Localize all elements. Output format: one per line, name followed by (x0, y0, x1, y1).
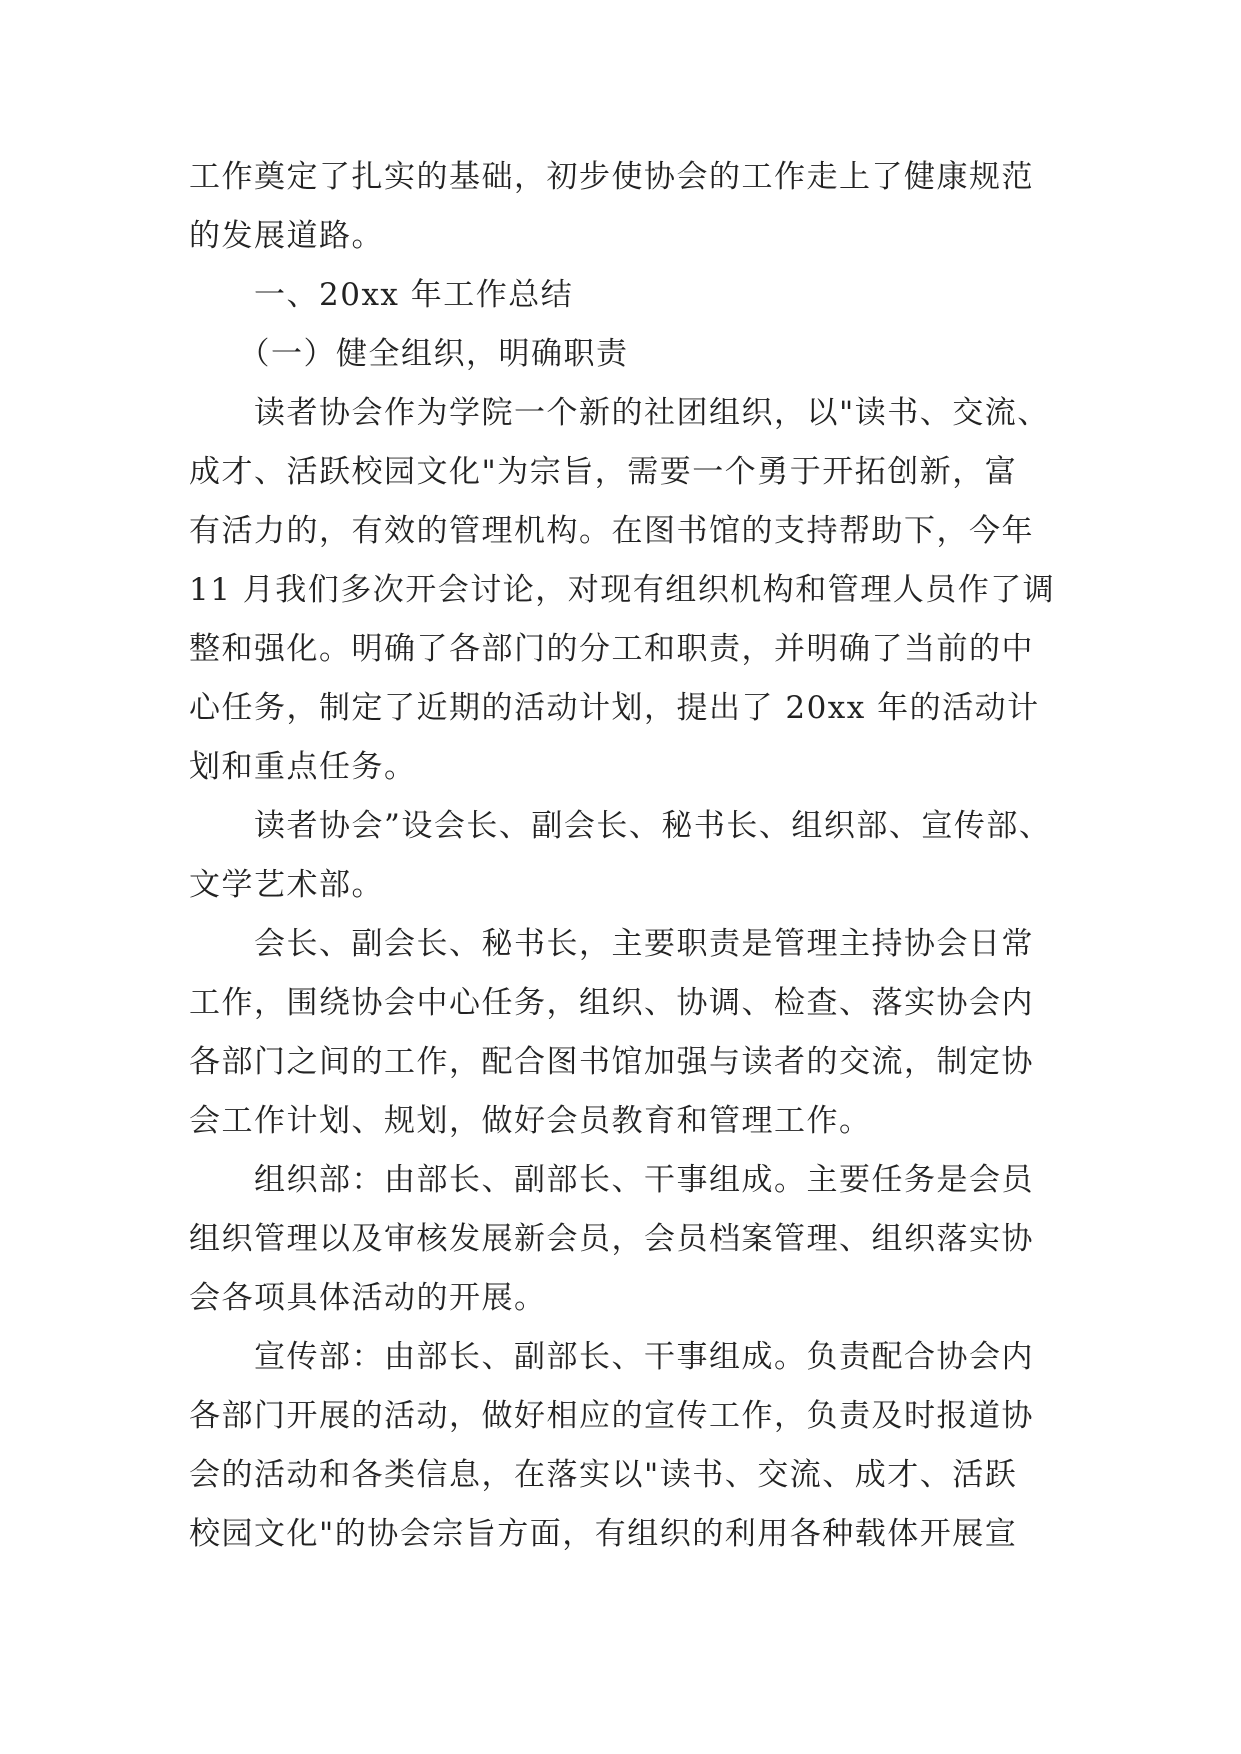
text-line: 宣传部：由部长、副部长、干事组成。负责配合协会内 (189, 1339, 1034, 1375)
text-line: 各部门开展的活动，做好相应的宣传工作，负责及时报道协 (189, 1398, 1034, 1434)
text-line: 有活力的，有效的管理机构。在图书馆的支持帮助下，今年 (189, 513, 1034, 549)
text-line: 会的活动和各类信息，在落实以"读书、交流、成才、活跃 (189, 1457, 1018, 1493)
text-line: 心任务，制定了近期的活动计划，提出了 20xx 年的活动计 (189, 690, 1040, 726)
text-line: 会工作计划、规划，做好会员教育和管理工作。 (189, 1103, 872, 1139)
text-line: 会长、副会长、秘书长，主要职责是管理主持协会日常 (189, 926, 1034, 962)
text-line: 成才、活跃校园文化"为宗旨，需要一个勇于开拓创新，富 (189, 454, 1018, 490)
text-line: 划和重点任务。 (189, 749, 417, 785)
text-line: 工作奠定了扎实的基础，初步使协会的工作走上了健康规范 (189, 159, 1034, 195)
text-line: 11 月我们多次开会讨论，对现有组织机构和管理人员作了调 (189, 572, 1056, 608)
text-line: 各部门之间的工作，配合图书馆加强与读者的交流，制定协 (189, 1044, 1034, 1080)
text-line: 读者协会”设会长、副会长、秘书长、组织部、宣传部、 (189, 808, 1052, 844)
text-line: 文学艺术部。 (189, 867, 384, 903)
text-line: 的发展道路。 (189, 218, 384, 254)
document-body (189, 148, 1069, 1564)
section-heading: 一、20xx 年工作总结 (189, 277, 574, 313)
text-line: 会各项具体活动的开展。 (189, 1280, 547, 1316)
text-line: 工作，围绕协会中心任务，组织、协调、检查、落实协会内 (189, 985, 1034, 1021)
subsection-heading: （一）健全组织，明确职责 (189, 336, 629, 372)
text-line: 读者协会作为学院一个新的社团组织，以"读书、交流、 (189, 395, 1050, 431)
text-line: 校园文化"的协会宗旨方面，有组织的利用各种载体开展宣 (189, 1516, 1018, 1552)
text-line: 组织管理以及审核发展新会员，会员档案管理、组织落实协 (189, 1221, 1034, 1257)
text-line: 整和强化。明确了各部门的分工和职责，并明确了当前的中 (189, 631, 1034, 667)
text-line: 组织部：由部长、副部长、干事组成。主要任务是会员 (189, 1162, 1034, 1198)
